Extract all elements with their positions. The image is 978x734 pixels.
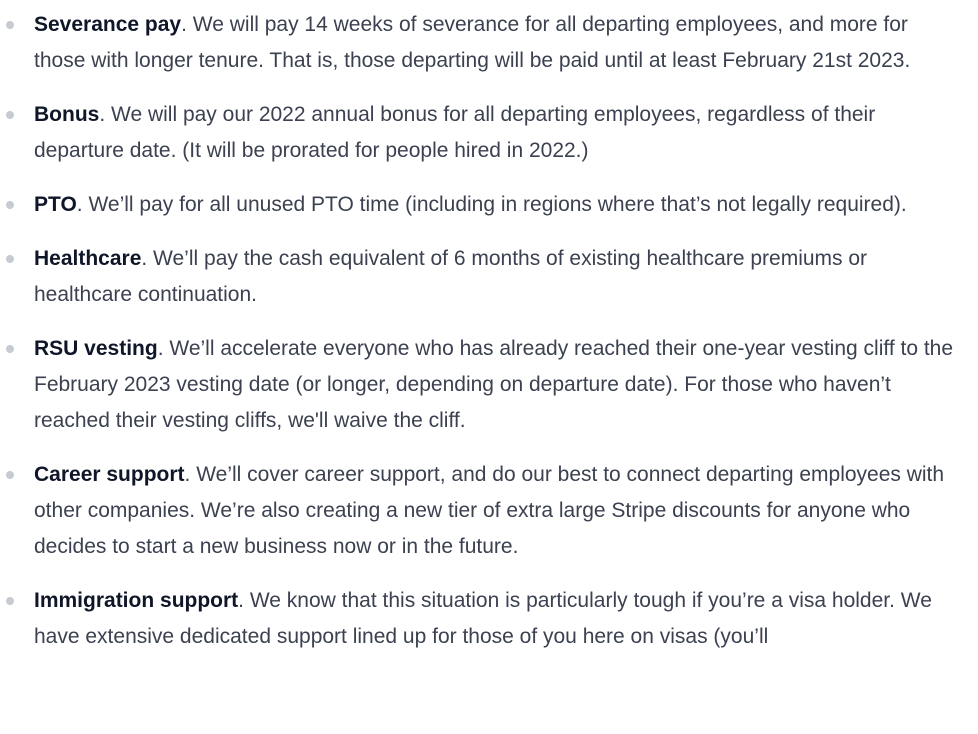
benefit-term: Healthcare [34, 247, 142, 270]
bullet-icon [6, 111, 14, 119]
bullet-icon [6, 345, 14, 353]
benefit-term: PTO [34, 193, 77, 216]
benefit-description: . We’ll cover career support, and do our best to connect departing employees with other companies. We’re also creating a new tier of extra large Stripe discounts for anyone who decides to start a new business now or in the future. [34, 463, 945, 558]
list-item-pto [0, 187, 978, 223]
list-item-bonus [0, 97, 978, 169]
benefit-description: . We will pay 14 weeks of severance for all departing employees, and more for those with longer tenure. That is, those departing will be paid until at least February 21st 2023. [34, 13, 911, 72]
benefit-description: . We’ll pay for all unused PTO time (including in regions where that’s not legally required). [76, 193, 907, 216]
benefits-list [0, 7, 978, 673]
benefit-description: . We’ll pay the cash equivalent of 6 months of existing healthcare premiums or healthcare continuation. [34, 247, 868, 306]
benefit-description: . We will pay our 2022 annual bonus for all departing employees, regardless of their departure date. (It will be prorated for people hired in 2022.) [34, 103, 876, 162]
benefit-description: . We’ll accelerate everyone who has already reached their one-year vesting cliff to the February 2023 vesting date (or longer, depending on departure date). For those who haven’t reached their vesting cliffs, we'll waive the cliff. [34, 337, 954, 432]
benefit-term: Severance pay [34, 13, 182, 36]
benefit-term: Immigration support [34, 589, 239, 612]
list-item-healthcare [0, 241, 978, 313]
bullet-icon [6, 597, 14, 605]
benefit-term: RSU vesting [34, 337, 158, 360]
bullet-icon [6, 471, 14, 479]
list-item-career-support [0, 457, 978, 565]
list-item-rsu-vesting [0, 331, 978, 439]
bullet-icon [6, 201, 14, 209]
benefit-term: Career support [34, 463, 185, 486]
benefit-description: . We know that this situation is particularly tough if you’re a visa holder. We have extensive dedicated support lined up for those of you here on visas (you’ll [34, 589, 932, 648]
list-item-immigration-support [0, 583, 978, 655]
list-item-severance-pay [0, 7, 978, 79]
bullet-icon [6, 21, 14, 29]
benefit-term: Bonus [34, 103, 100, 126]
bullet-icon [6, 255, 14, 263]
